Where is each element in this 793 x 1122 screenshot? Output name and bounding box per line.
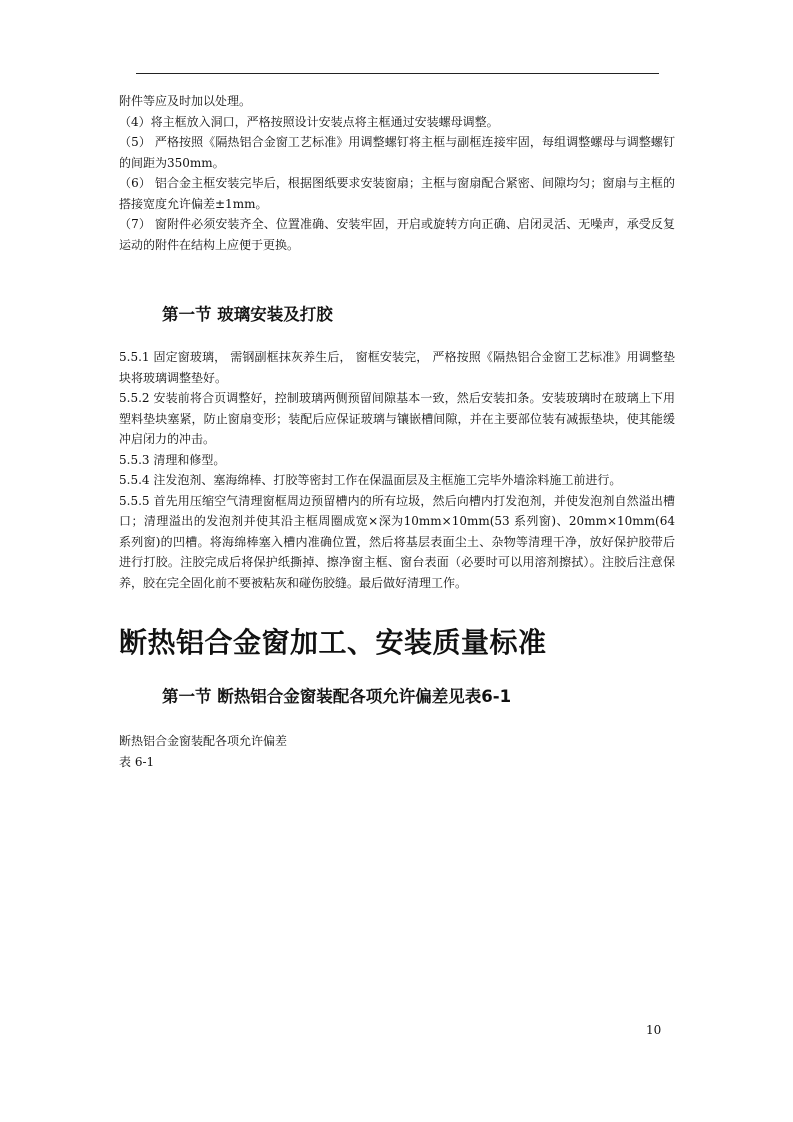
page-content [119, 91, 675, 772]
paragraph-step-7: （7） 窗附件必须安装齐全、位置准确、安装牢固，开启或旋转方向正确、启闭灵活、无噪声，承受反复运动的附件在结构上应便于更换。 [119, 217, 675, 252]
paragraph-step-4: （4）将主框放入洞口，严格按照设计安装点将主框通过安装螺母调整。 [119, 114, 499, 129]
paragraph-step-6: （6） 铝合金主框安装完毕后，根据图纸要求安装窗扇；主框与窗扇配合紧密、间隙均匀；窗扇与主框的搭接宽度允许偏差±1mm。 [119, 176, 675, 211]
table-caption: 断热铝合金窗装配各项允许偏差 [119, 734, 288, 748]
paragraph-step-5: （5） 严格按照《隔热铝合金窗工艺标准》用调整螺钉将主框与副框连接牢固，每组调整螺母与调整螺钉的间距为350mm。 [119, 135, 675, 170]
table-number: 表 6-1 [119, 754, 155, 769]
header-rule [136, 73, 659, 74]
page-number: 10 [646, 1023, 662, 1037]
paragraph-5-5-5: 5.5.5 首先用压缩空气清理窗框周边预留槽内的所有垃圾，然后向槽内打发泡剂，并使发泡剂自然溢出槽口；清理溢出的发泡剂并使其沿主框周圈成宽×深为10mm×10mm(53 系列窗)、20mm×10mm(64 系列窗)的凹槽。将海绵棒塞入槽内准确位置，然后将基层表面尘土、杂物等清理干净，放好保护胶带后进行打胶。注胶完成后将保护纸撕掉、擦净窗主框、窗台表面（必要时可以用溶剂擦拭）。注胶后注意保养，胶在完全固化前不要被粘灰和碰伤胶缝。最后做好清理工作。 [119, 493, 675, 590]
section-heading-glass-installation: 第一节 玻璃安装及打胶 [162, 305, 333, 324]
paragraph-5-5-3: 5.5.3 清理和修型。 [119, 452, 226, 467]
chapter-title: 断热铝合金窗加工、安装质量标准 [119, 626, 547, 659]
paragraph-5-5-4: 5.5.4 注发泡剂、塞海绵棒、打胶等密封工作在保温面层及主框施工完毕外墙涂料施工前进行。 [119, 473, 622, 487]
paragraph-5-5-2: 5.5.2 安装前将合页调整好，控制玻璃两侧预留间隙基本一致，然后安装扣条。安装玻璃时在玻璃上下用塑料垫块塞紧，防止窗扇变形；装配后应保证玻璃与镶嵌槽间隙，并在主要部位装有减振垫块，使其能缓冲启闭力的冲击。 [119, 391, 675, 446]
paragraph-attachment-handling: 附件等应及时加以处理。 [119, 94, 252, 108]
section-heading-tolerance: 第一节 断热铝合金窗装配各项允许偏差见表6-1 [162, 687, 512, 706]
paragraph-5-5-1: 5.5.1 固定窗玻璃， 需钢副框抹灰养生后， 窗框安装完， 严格按照《隔热铝合金窗工艺标准》用调整垫块将玻璃调整垫好。 [119, 350, 675, 385]
